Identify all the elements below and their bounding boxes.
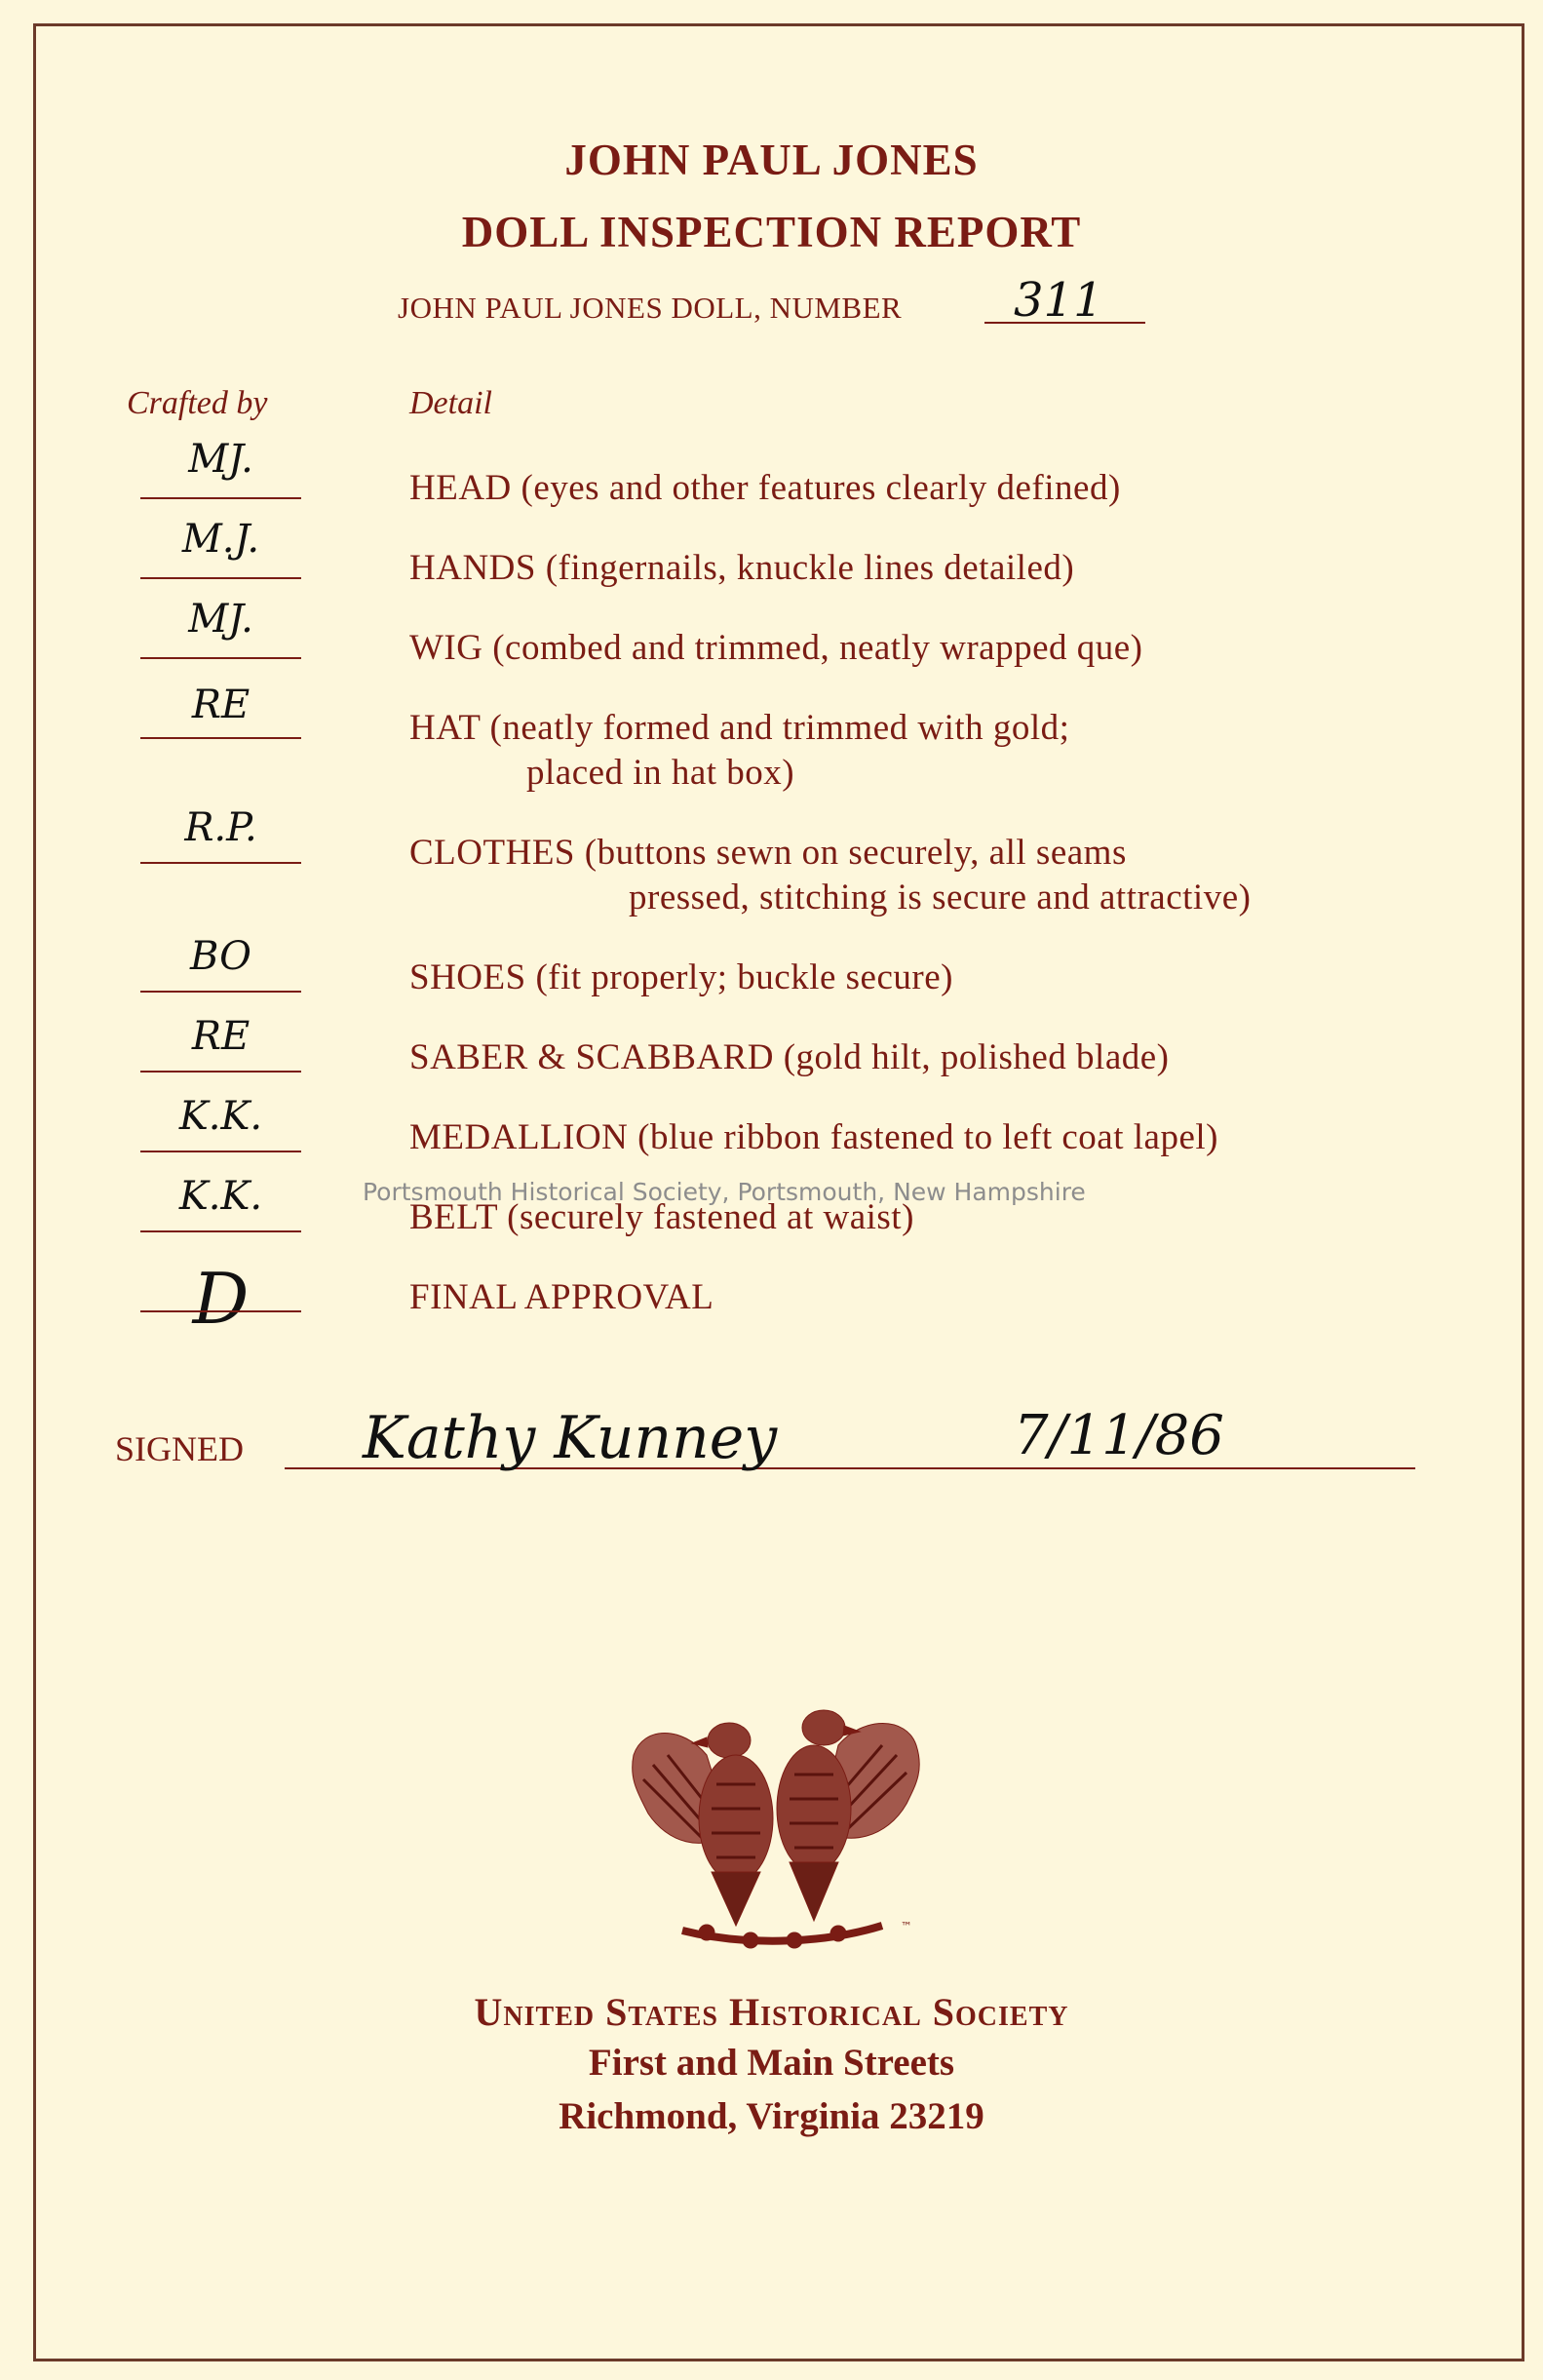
initials-line [140, 1151, 301, 1152]
doll-number-value: 311 [1014, 273, 1103, 328]
initials-line [140, 1071, 301, 1073]
row-detail-continued: placed in hat box) [526, 753, 795, 793]
row-detail: BELT (securely fastened at waist) [409, 1197, 914, 1237]
row-detail: WIG (combed and trimmed, neatly wrapped que) [409, 628, 1143, 668]
detail-heading: Detail [409, 385, 492, 421]
row-initials: R.P. [184, 805, 257, 850]
row-initials: D [192, 1258, 250, 1340]
footer-organization-name: United States Historical Society [474, 1990, 1069, 2034]
signed-label: SIGNED [115, 1429, 244, 1468]
initials-line [140, 737, 301, 739]
row-initials: RE [191, 683, 251, 727]
watermark: Portsmouth Historical Society, Portsmouth, New Hampshire [363, 1178, 1086, 1206]
title-line-1: JOHN PAUL JONES [564, 136, 979, 184]
row-detail-continued: pressed, stitching is secure and attractive) [629, 878, 1252, 917]
footer-organization [0, 1989, 1543, 2035]
doll-number-label: JOHN PAUL JONES DOLL, NUMBER [398, 291, 903, 325]
row-initials: MJ. [188, 597, 253, 642]
initials-line [140, 577, 301, 579]
initials-line [140, 991, 301, 993]
initials-line [140, 657, 301, 659]
footer-city: Richmond, Virginia 23219 [559, 2095, 984, 2137]
footer-street: First and Main Streets [588, 2042, 955, 2084]
row-initials: RE [191, 1014, 251, 1059]
initials-line [140, 1230, 301, 1232]
eagle-emblem-icon [614, 1687, 936, 1960]
row-initials: M.J. [181, 517, 260, 562]
initials-line [140, 1310, 301, 1312]
row-initials: K.K. [178, 1174, 263, 1219]
row-detail: HAT (neatly formed and trimmed with gold; [409, 708, 1070, 748]
row-detail: FINAL APPROVAL [409, 1277, 714, 1317]
crafted-by-heading: Crafted by [127, 385, 268, 421]
trademark-mark: ™ [901, 1920, 912, 1933]
row-detail: MEDALLION (blue ribbon fastened to left coat lapel) [409, 1117, 1218, 1157]
initials-line [140, 862, 301, 864]
signature-date: 7/11/86 [1014, 1404, 1224, 1467]
initials-line [140, 497, 301, 499]
row-detail: SABER & SCABBARD (gold hilt, polished blade) [409, 1037, 1170, 1077]
row-detail: CLOTHES (buttons sewn on securely, all seams [409, 833, 1127, 873]
row-initials: MJ. [188, 437, 253, 482]
row-detail: HANDS (fingernails, knuckle lines detailed) [409, 548, 1075, 588]
row-detail: SHOES (fit properly; buckle secure) [409, 957, 953, 997]
row-initials: K.K. [178, 1094, 263, 1139]
signature-name: Kathy Kunney [363, 1404, 778, 1472]
row-detail: HEAD (eyes and other features clearly defined) [409, 468, 1121, 508]
row-initials: BO [190, 934, 251, 979]
title-line-2: DOLL INSPECTION REPORT [461, 208, 1082, 256]
